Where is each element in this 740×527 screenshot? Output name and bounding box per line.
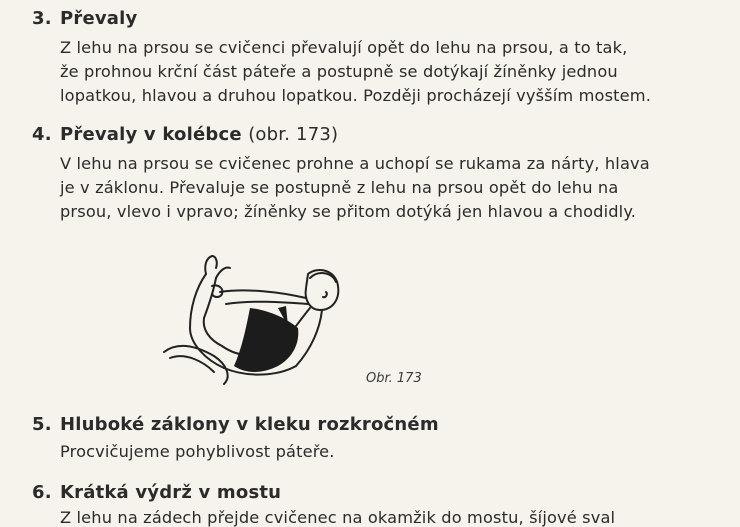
paragraph-line: je v záklonu. Převaluje se postupně z lehu na prsou opět do lehu na — [60, 178, 619, 197]
section-title: Převaly — [60, 8, 138, 29]
paragraph-line: Procvičujeme pohyblivost páteře. — [60, 442, 335, 461]
section-number: 6. — [32, 482, 52, 503]
paragraph-line: prsou, vlevo i vpravo; žíněnky se přitom dotýká jen hlavou a chodidly. — [60, 202, 637, 221]
section-4-heading — [32, 124, 338, 145]
section-5-heading — [32, 414, 439, 435]
gymnast-illustration — [150, 248, 350, 396]
figure-reference: (obr. 173) — [248, 124, 339, 145]
section-3-heading — [32, 8, 137, 29]
cut-off-line-wrapper — [0, 508, 740, 527]
paragraph-line: V lehu na prsou se cvičenec prohne a uchopí se rukama za nárty, hlava — [60, 154, 650, 173]
figure-caption: Obr. 173 — [366, 371, 422, 386]
section-6-heading — [32, 482, 281, 503]
paragraph-line: Z lehu na zádech přejde cvičenec na okamžik do mostu, šíjové sval — [60, 508, 616, 527]
paragraph-line: Z lehu na prsou se cvičenci převalují opět do lehu na prsou, a to tak, — [60, 38, 628, 57]
section-title: Hluboké záklony v kleku rozkročném — [60, 414, 439, 435]
section-number: 4. — [32, 124, 52, 145]
section-number: 3. — [32, 8, 52, 29]
section-title: Krátká výdrž v mostu — [60, 482, 282, 503]
section-title: Převaly v kolébce — [60, 124, 242, 145]
paragraph-line: že prohnou krční část páteře a postupně se dotýkají žíněnky jednou — [60, 62, 618, 81]
section-number: 5. — [32, 414, 52, 435]
paragraph-line: lopatkou, hlavou a druhou lopatkou. Později procházejí vyšším mostem. — [60, 86, 652, 105]
